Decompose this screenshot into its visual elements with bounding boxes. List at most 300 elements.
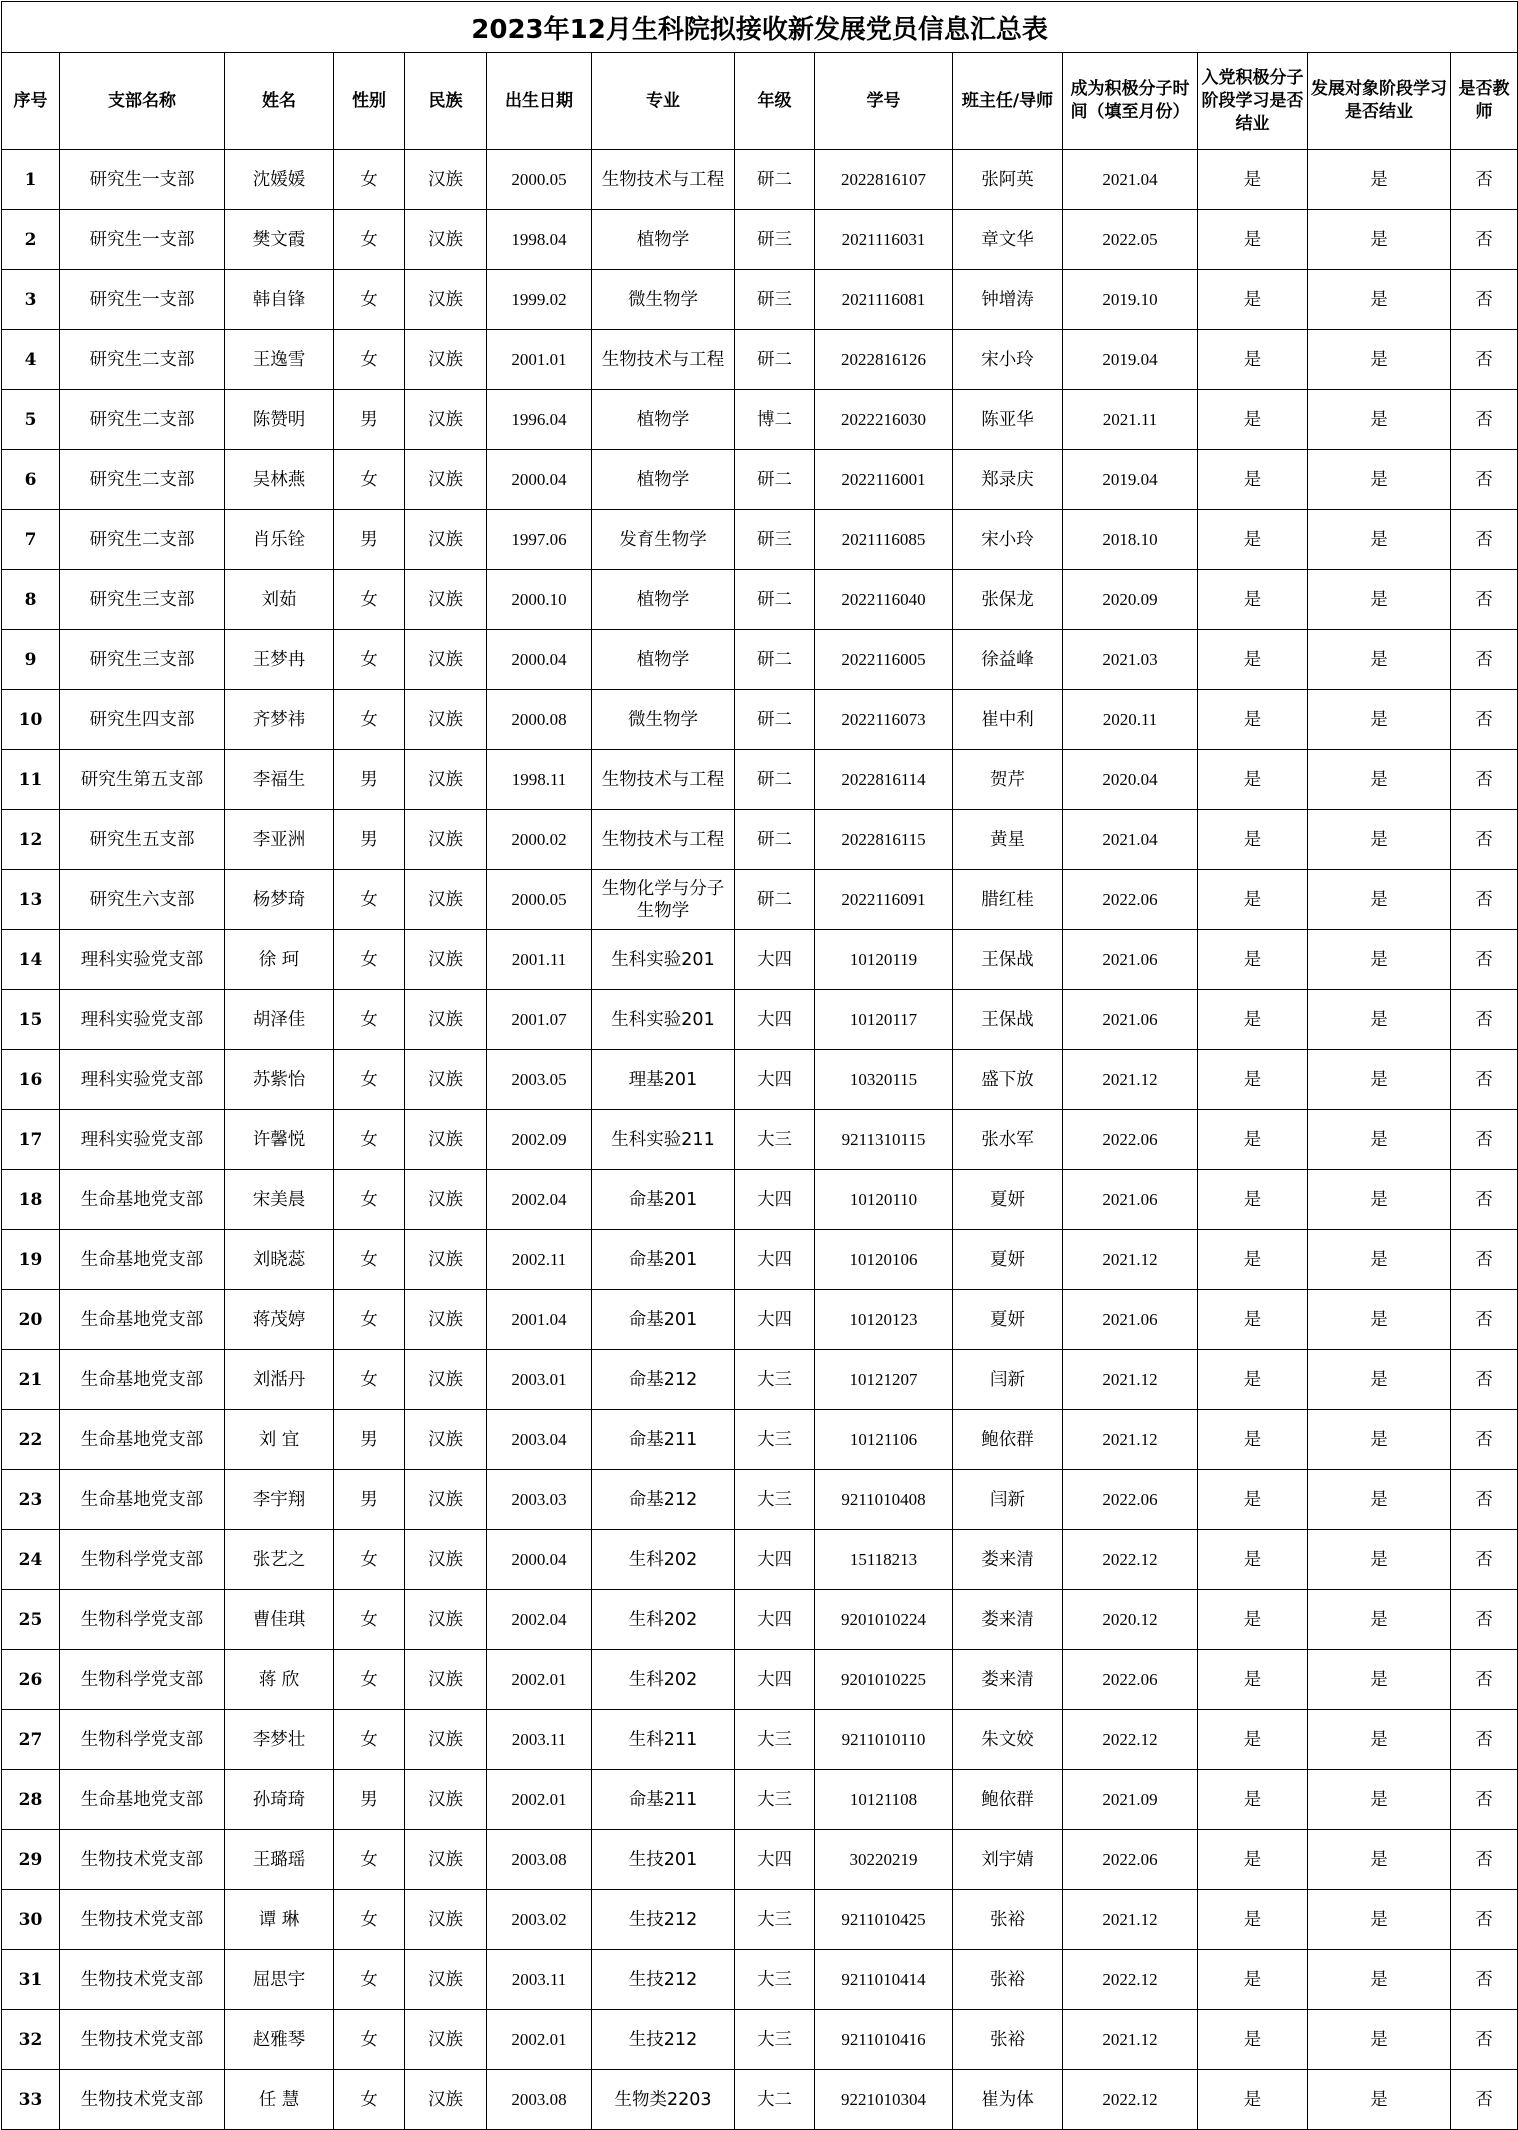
cell-branch: 生物科学党支部 (60, 1710, 225, 1770)
cell-is-teacher: 否 (1451, 1050, 1518, 1110)
cell-advisor: 刘宇婧 (953, 1830, 1063, 1890)
cell-grade: 大三 (735, 1770, 815, 1830)
cell-gender: 女 (334, 1590, 405, 1650)
cell-birthdate: 2000.04 (487, 450, 592, 510)
cell-ethnicity: 汉族 (405, 1410, 487, 1470)
table-row (2, 690, 1518, 750)
cell-major: 生物类2203 (592, 2070, 735, 2130)
cell-advisor: 夏妍 (953, 1290, 1063, 1350)
cell-activist-date: 2022.12 (1063, 1710, 1198, 1770)
cell-name: 宋美晨 (225, 1170, 334, 1230)
member-table (1, 1, 1518, 2130)
cell-activist-date: 2020.09 (1063, 570, 1198, 630)
header-is-teacher: 是否教师 (1451, 53, 1518, 150)
cell-index: 14 (2, 930, 60, 990)
cell-candidate-study: 是 (1308, 1890, 1451, 1950)
table-row (2, 1950, 1518, 2010)
cell-branch: 研究生一支部 (60, 210, 225, 270)
cell-grade: 大三 (735, 1350, 815, 1410)
cell-student-id: 10120110 (815, 1170, 953, 1230)
cell-student-id: 9211010110 (815, 1710, 953, 1770)
cell-student-id: 2022116001 (815, 450, 953, 510)
cell-activist-date: 2022.12 (1063, 1530, 1198, 1590)
cell-is-teacher: 否 (1451, 750, 1518, 810)
cell-ethnicity: 汉族 (405, 1650, 487, 1710)
cell-candidate-study: 是 (1308, 510, 1451, 570)
table-row (2, 630, 1518, 690)
cell-grade: 研二 (735, 330, 815, 390)
cell-activist-study: 是 (1198, 930, 1308, 990)
cell-birthdate: 2003.11 (487, 1710, 592, 1770)
table-row (2, 1830, 1518, 1890)
cell-ethnicity: 汉族 (405, 1110, 487, 1170)
cell-name: 肖乐铨 (225, 510, 334, 570)
cell-ethnicity: 汉族 (405, 270, 487, 330)
table-row (2, 1410, 1518, 1470)
cell-name: 刘晓蕊 (225, 1230, 334, 1290)
cell-birthdate: 2002.01 (487, 2010, 592, 2070)
cell-name: 徐 珂 (225, 930, 334, 990)
cell-index: 3 (2, 270, 60, 330)
cell-birthdate: 2003.11 (487, 1950, 592, 2010)
cell-advisor: 黄星 (953, 810, 1063, 870)
cell-name: 孙琦琦 (225, 1770, 334, 1830)
cell-name: 王璐瑶 (225, 1830, 334, 1890)
cell-gender: 男 (334, 1770, 405, 1830)
cell-activist-study: 是 (1198, 510, 1308, 570)
cell-branch: 生物技术党支部 (60, 2070, 225, 2130)
cell-branch: 研究生三支部 (60, 630, 225, 690)
cell-candidate-study: 是 (1308, 1350, 1451, 1410)
cell-major: 生物技术与工程 (592, 150, 735, 210)
cell-candidate-study: 是 (1308, 1950, 1451, 2010)
cell-name: 胡泽佳 (225, 990, 334, 1050)
cell-is-teacher: 否 (1451, 1230, 1518, 1290)
cell-gender: 女 (334, 2010, 405, 2070)
cell-index: 6 (2, 450, 60, 510)
cell-activist-study: 是 (1198, 1470, 1308, 1530)
cell-gender: 女 (334, 1050, 405, 1110)
cell-ethnicity: 汉族 (405, 1050, 487, 1110)
header-activist-study: 入党积极分子阶段学习是否结业 (1198, 53, 1308, 150)
cell-grade: 大三 (735, 1110, 815, 1170)
cell-grade: 大四 (735, 1050, 815, 1110)
cell-activist-date: 2021.06 (1063, 1170, 1198, 1230)
cell-index: 1 (2, 150, 60, 210)
cell-major: 微生物学 (592, 690, 735, 750)
cell-student-id: 10120117 (815, 990, 953, 1050)
cell-branch: 理科实验党支部 (60, 1110, 225, 1170)
cell-index: 9 (2, 630, 60, 690)
cell-gender: 男 (334, 1470, 405, 1530)
cell-major: 命基211 (592, 1410, 735, 1470)
header-name: 姓名 (225, 53, 334, 150)
header-advisor: 班主任/导师 (953, 53, 1063, 150)
cell-activist-date: 2021.11 (1063, 390, 1198, 450)
cell-name: 李梦壮 (225, 1710, 334, 1770)
cell-is-teacher: 否 (1451, 1470, 1518, 1530)
cell-branch: 生物科学党支部 (60, 1650, 225, 1710)
cell-student-id: 9221010304 (815, 2070, 953, 2130)
cell-major: 生物技术与工程 (592, 810, 735, 870)
cell-name: 屈思宇 (225, 1950, 334, 2010)
cell-candidate-study: 是 (1308, 1830, 1451, 1890)
cell-name: 许馨悦 (225, 1110, 334, 1170)
cell-activist-date: 2021.12 (1063, 2010, 1198, 2070)
cell-is-teacher: 否 (1451, 270, 1518, 330)
cell-grade: 大四 (735, 930, 815, 990)
cell-index: 11 (2, 750, 60, 810)
cell-student-id: 2022116040 (815, 570, 953, 630)
cell-major: 生科实验201 (592, 990, 735, 1050)
cell-branch: 生命基地党支部 (60, 1770, 225, 1830)
cell-gender: 女 (334, 990, 405, 1050)
cell-grade: 大三 (735, 1710, 815, 1770)
cell-grade: 大四 (735, 990, 815, 1050)
cell-activist-study: 是 (1198, 150, 1308, 210)
cell-advisor: 夏妍 (953, 1170, 1063, 1230)
table-body (2, 150, 1518, 2130)
table-row (2, 570, 1518, 630)
cell-candidate-study: 是 (1308, 150, 1451, 210)
cell-ethnicity: 汉族 (405, 990, 487, 1050)
cell-advisor: 钟增涛 (953, 270, 1063, 330)
cell-advisor: 张保龙 (953, 570, 1063, 630)
cell-major: 生技201 (592, 1830, 735, 1890)
cell-index: 31 (2, 1950, 60, 2010)
cell-name: 李福生 (225, 750, 334, 810)
table-title: 2023年12月生科院拟接收新发展党员信息汇总表 (2, 2, 1518, 53)
table-row (2, 1470, 1518, 1530)
cell-major: 命基201 (592, 1230, 735, 1290)
table-row (2, 1530, 1518, 1590)
cell-major: 生物化学与分子生物学 (592, 870, 735, 930)
table-row (2, 990, 1518, 1050)
cell-activist-study: 是 (1198, 750, 1308, 810)
cell-gender: 男 (334, 390, 405, 450)
header-index: 序号 (2, 53, 60, 150)
cell-student-id: 9201010224 (815, 1590, 953, 1650)
cell-grade: 研二 (735, 450, 815, 510)
cell-branch: 生物技术党支部 (60, 2010, 225, 2070)
cell-is-teacher: 否 (1451, 1290, 1518, 1350)
table-row (2, 810, 1518, 870)
cell-candidate-study: 是 (1308, 1050, 1451, 1110)
cell-candidate-study: 是 (1308, 270, 1451, 330)
table-row (2, 1650, 1518, 1710)
cell-candidate-study: 是 (1308, 570, 1451, 630)
table-row (2, 390, 1518, 450)
cell-candidate-study: 是 (1308, 930, 1451, 990)
cell-student-id: 2022116005 (815, 630, 953, 690)
table-row (2, 1350, 1518, 1410)
cell-name: 樊文霞 (225, 210, 334, 270)
cell-branch: 生物技术党支部 (60, 1890, 225, 1950)
cell-advisor: 郑录庆 (953, 450, 1063, 510)
cell-candidate-study: 是 (1308, 1770, 1451, 1830)
cell-gender: 女 (334, 450, 405, 510)
cell-student-id: 10121207 (815, 1350, 953, 1410)
cell-activist-study: 是 (1198, 810, 1308, 870)
cell-index: 25 (2, 1590, 60, 1650)
cell-ethnicity: 汉族 (405, 1170, 487, 1230)
cell-name: 张艺之 (225, 1530, 334, 1590)
cell-birthdate: 1999.02 (487, 270, 592, 330)
cell-candidate-study: 是 (1308, 1410, 1451, 1470)
cell-ethnicity: 汉族 (405, 1710, 487, 1770)
cell-ethnicity: 汉族 (405, 1830, 487, 1890)
cell-branch: 生命基地党支部 (60, 1470, 225, 1530)
cell-major: 发育生物学 (592, 510, 735, 570)
cell-advisor: 张裕 (953, 2010, 1063, 2070)
cell-student-id: 9211010416 (815, 2010, 953, 2070)
cell-activist-date: 2020.11 (1063, 690, 1198, 750)
cell-advisor: 宋小玲 (953, 510, 1063, 570)
cell-student-id: 30220219 (815, 1830, 953, 1890)
cell-major: 生科202 (592, 1650, 735, 1710)
cell-grade: 大三 (735, 1890, 815, 1950)
cell-index: 32 (2, 2010, 60, 2070)
cell-branch: 生物技术党支部 (60, 1830, 225, 1890)
cell-gender: 女 (334, 1710, 405, 1770)
cell-name: 王逸雪 (225, 330, 334, 390)
cell-branch: 研究生二支部 (60, 450, 225, 510)
cell-student-id: 2022816115 (815, 810, 953, 870)
table-row (2, 150, 1518, 210)
cell-index: 8 (2, 570, 60, 630)
cell-activist-study: 是 (1198, 330, 1308, 390)
cell-major: 微生物学 (592, 270, 735, 330)
cell-major: 生科211 (592, 1710, 735, 1770)
cell-activist-study: 是 (1198, 390, 1308, 450)
header-branch: 支部名称 (60, 53, 225, 150)
cell-branch: 生命基地党支部 (60, 1230, 225, 1290)
cell-ethnicity: 汉族 (405, 1290, 487, 1350)
cell-index: 28 (2, 1770, 60, 1830)
cell-advisor: 娄来清 (953, 1530, 1063, 1590)
cell-birthdate: 2001.11 (487, 930, 592, 990)
cell-ethnicity: 汉族 (405, 1470, 487, 1530)
table-row (2, 1170, 1518, 1230)
cell-name: 齐梦祎 (225, 690, 334, 750)
cell-gender: 男 (334, 810, 405, 870)
cell-activist-study: 是 (1198, 1110, 1308, 1170)
cell-birthdate: 2002.01 (487, 1770, 592, 1830)
cell-birthdate: 1998.11 (487, 750, 592, 810)
cell-is-teacher: 否 (1451, 1350, 1518, 1410)
cell-activist-date: 2020.12 (1063, 1590, 1198, 1650)
cell-ethnicity: 汉族 (405, 690, 487, 750)
cell-grade: 大三 (735, 1410, 815, 1470)
cell-student-id: 2022116091 (815, 870, 953, 930)
cell-index: 20 (2, 1290, 60, 1350)
cell-gender: 女 (334, 630, 405, 690)
cell-gender: 女 (334, 570, 405, 630)
cell-activist-date: 2020.04 (1063, 750, 1198, 810)
cell-branch: 生物科学党支部 (60, 1590, 225, 1650)
cell-index: 30 (2, 1890, 60, 1950)
table-row (2, 510, 1518, 570)
cell-major: 植物学 (592, 630, 735, 690)
cell-name: 杨梦琦 (225, 870, 334, 930)
cell-birthdate: 2003.03 (487, 1470, 592, 1530)
cell-activist-date: 2022.05 (1063, 210, 1198, 270)
cell-activist-study: 是 (1198, 570, 1308, 630)
cell-student-id: 10320115 (815, 1050, 953, 1110)
cell-ethnicity: 汉族 (405, 2010, 487, 2070)
cell-gender: 女 (334, 1110, 405, 1170)
cell-is-teacher: 否 (1451, 330, 1518, 390)
cell-name: 陈赞明 (225, 390, 334, 450)
cell-grade: 研二 (735, 870, 815, 930)
cell-birthdate: 2000.05 (487, 150, 592, 210)
cell-major: 植物学 (592, 450, 735, 510)
cell-activist-study: 是 (1198, 270, 1308, 330)
cell-student-id: 9201010225 (815, 1650, 953, 1710)
cell-gender: 女 (334, 1170, 405, 1230)
cell-index: 29 (2, 1830, 60, 1890)
cell-advisor: 娄来清 (953, 1590, 1063, 1650)
cell-student-id: 10120119 (815, 930, 953, 990)
cell-grade: 大三 (735, 1470, 815, 1530)
cell-major: 生物技术与工程 (592, 750, 735, 810)
cell-candidate-study: 是 (1308, 1290, 1451, 1350)
header-gender: 性别 (334, 53, 405, 150)
cell-birthdate: 2002.11 (487, 1230, 592, 1290)
cell-gender: 女 (334, 1350, 405, 1410)
cell-gender: 女 (334, 1890, 405, 1950)
cell-index: 23 (2, 1470, 60, 1530)
cell-index: 24 (2, 1530, 60, 1590)
cell-gender: 女 (334, 1950, 405, 2010)
cell-gender: 男 (334, 510, 405, 570)
cell-activist-date: 2022.06 (1063, 1110, 1198, 1170)
cell-branch: 研究生二支部 (60, 330, 225, 390)
table-row (2, 1230, 1518, 1290)
cell-is-teacher: 否 (1451, 810, 1518, 870)
cell-is-teacher: 否 (1451, 210, 1518, 270)
cell-activist-date: 2022.06 (1063, 1470, 1198, 1530)
cell-candidate-study: 是 (1308, 1530, 1451, 1590)
cell-branch: 研究生五支部 (60, 810, 225, 870)
cell-grade: 研二 (735, 810, 815, 870)
cell-advisor: 贺芹 (953, 750, 1063, 810)
cell-activist-study: 是 (1198, 1230, 1308, 1290)
cell-grade: 大四 (735, 1650, 815, 1710)
cell-student-id: 9211310115 (815, 1110, 953, 1170)
cell-branch: 理科实验党支部 (60, 930, 225, 990)
cell-major: 生科202 (592, 1530, 735, 1590)
cell-is-teacher: 否 (1451, 930, 1518, 990)
cell-name: 韩自锋 (225, 270, 334, 330)
cell-birthdate: 2002.09 (487, 1110, 592, 1170)
cell-advisor: 鲍依群 (953, 1770, 1063, 1830)
cell-branch: 研究生六支部 (60, 870, 225, 930)
cell-ethnicity: 汉族 (405, 1590, 487, 1650)
cell-index: 10 (2, 690, 60, 750)
cell-birthdate: 2003.01 (487, 1350, 592, 1410)
table-row (2, 450, 1518, 510)
cell-advisor: 张裕 (953, 1950, 1063, 2010)
cell-candidate-study: 是 (1308, 2010, 1451, 2070)
cell-is-teacher: 否 (1451, 2070, 1518, 2130)
cell-birthdate: 2000.02 (487, 810, 592, 870)
cell-gender: 男 (334, 750, 405, 810)
header-birthdate: 出生日期 (487, 53, 592, 150)
cell-ethnicity: 汉族 (405, 150, 487, 210)
cell-name: 吴林燕 (225, 450, 334, 510)
cell-candidate-study: 是 (1308, 1170, 1451, 1230)
cell-activist-date: 2021.04 (1063, 150, 1198, 210)
cell-branch: 生命基地党支部 (60, 1350, 225, 1410)
cell-branch: 理科实验党支部 (60, 1050, 225, 1110)
cell-is-teacher: 否 (1451, 1770, 1518, 1830)
cell-branch: 研究生三支部 (60, 570, 225, 630)
cell-branch: 研究生一支部 (60, 150, 225, 210)
cell-index: 5 (2, 390, 60, 450)
cell-activist-study: 是 (1198, 990, 1308, 1050)
cell-advisor: 朱文姣 (953, 1710, 1063, 1770)
cell-activist-date: 2022.12 (1063, 1950, 1198, 2010)
cell-index: 22 (2, 1410, 60, 1470)
cell-candidate-study: 是 (1308, 1590, 1451, 1650)
cell-advisor: 崔为体 (953, 2070, 1063, 2130)
cell-name: 蒋 欣 (225, 1650, 334, 1710)
cell-activist-study: 是 (1198, 1890, 1308, 1950)
cell-candidate-study: 是 (1308, 1470, 1451, 1530)
cell-index: 27 (2, 1710, 60, 1770)
cell-candidate-study: 是 (1308, 870, 1451, 930)
table-row (2, 750, 1518, 810)
cell-student-id: 9211010414 (815, 1950, 953, 2010)
cell-activist-study: 是 (1198, 1350, 1308, 1410)
cell-name: 谭 琳 (225, 1890, 334, 1950)
cell-student-id: 10120123 (815, 1290, 953, 1350)
cell-grade: 研二 (735, 630, 815, 690)
cell-student-id: 10120106 (815, 1230, 953, 1290)
cell-candidate-study: 是 (1308, 1710, 1451, 1770)
cell-ethnicity: 汉族 (405, 930, 487, 990)
cell-birthdate: 2003.04 (487, 1410, 592, 1470)
cell-candidate-study: 是 (1308, 990, 1451, 1050)
cell-birthdate: 2001.04 (487, 1290, 592, 1350)
cell-name: 赵雅琴 (225, 2010, 334, 2070)
cell-activist-date: 2021.12 (1063, 1050, 1198, 1110)
cell-index: 19 (2, 1230, 60, 1290)
cell-name: 曹佳琪 (225, 1590, 334, 1650)
cell-ethnicity: 汉族 (405, 330, 487, 390)
cell-activist-date: 2019.10 (1063, 270, 1198, 330)
cell-grade: 大四 (735, 1590, 815, 1650)
cell-is-teacher: 否 (1451, 690, 1518, 750)
cell-birthdate: 2000.04 (487, 1530, 592, 1590)
cell-is-teacher: 否 (1451, 1950, 1518, 2010)
cell-grade: 大四 (735, 1170, 815, 1230)
cell-student-id: 9211010425 (815, 1890, 953, 1950)
cell-gender: 女 (334, 330, 405, 390)
cell-major: 生技212 (592, 1950, 735, 2010)
cell-activist-study: 是 (1198, 1170, 1308, 1230)
cell-student-id: 10121106 (815, 1410, 953, 1470)
cell-student-id: 2022816126 (815, 330, 953, 390)
cell-activist-date: 2021.06 (1063, 1290, 1198, 1350)
cell-branch: 生命基地党支部 (60, 1290, 225, 1350)
cell-activist-study: 是 (1198, 1530, 1308, 1590)
cell-advisor: 崔中利 (953, 690, 1063, 750)
cell-advisor: 章文华 (953, 210, 1063, 270)
cell-candidate-study: 是 (1308, 810, 1451, 870)
cell-major: 理基201 (592, 1050, 735, 1110)
